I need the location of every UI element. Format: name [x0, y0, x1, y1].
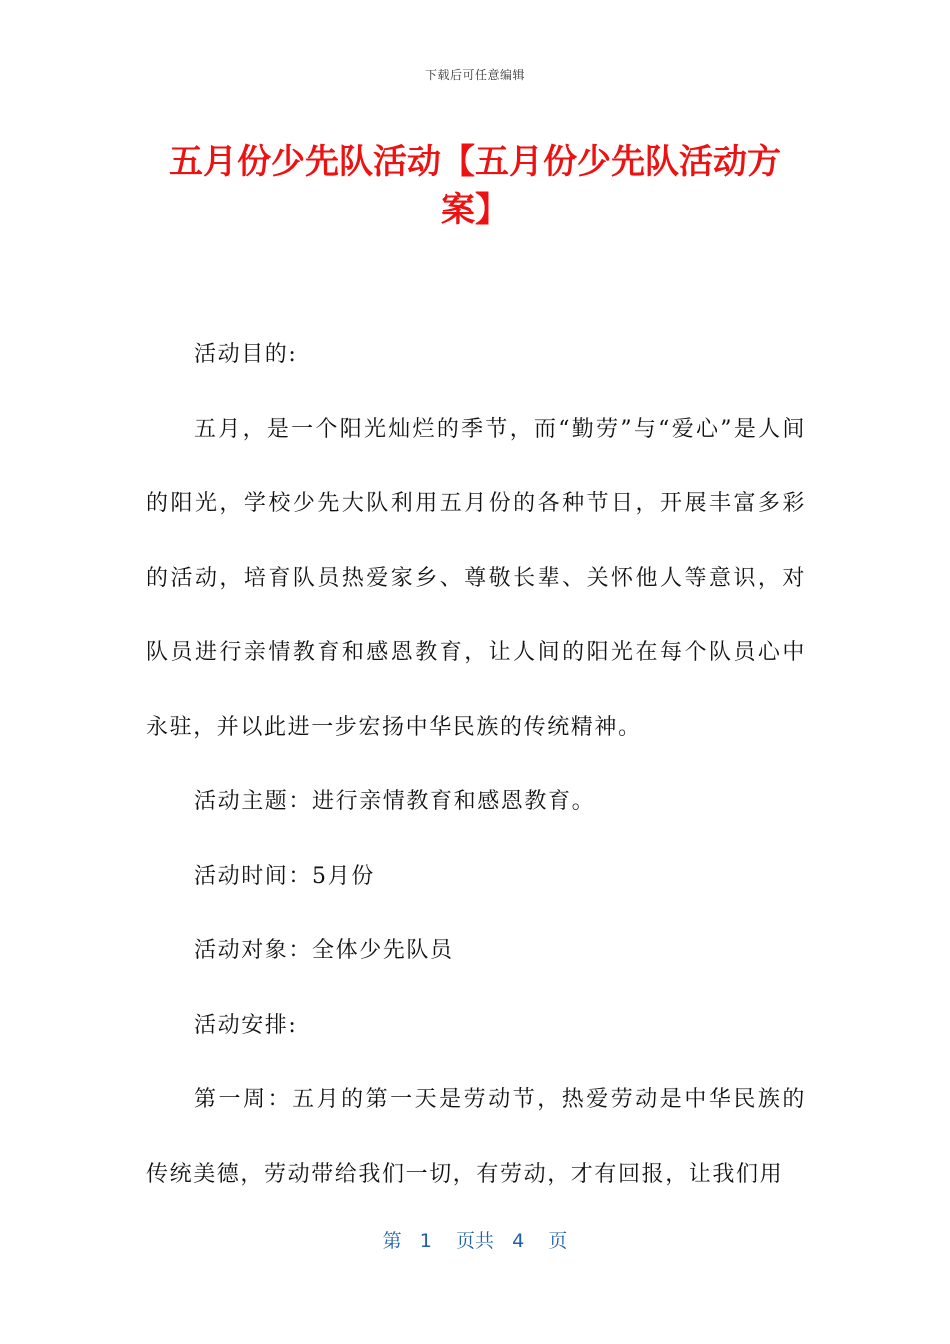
current-page-number: 1 — [419, 1230, 432, 1252]
document-title: 五月份少先队活动【五月份少先队活动方案】 — [169, 142, 781, 230]
paragraph-audience: 活动对象：全体少先队员 — [194, 938, 454, 963]
paragraph-purpose: 五月，是一个阳光灿烂的季节，而“勤劳”与“爱心”是人间的阳光，学校少先大队利用五月份的各种节日，开展丰富多彩的活动，培育队员热爱家乡、尊敬长辈、关怀他人等意识，对队员进行亲情教育和感恩教育，让人间的阳光在每个队员心中永驻，并以此进一步宏扬中华民族的传统精神。 — [146, 416, 806, 740]
page-label-middle: 页共 — [455, 1230, 494, 1252]
paragraph-arrangement-heading: 活动安排: — [194, 1012, 298, 1038]
paragraph-purpose-heading: 活动目的: — [194, 342, 298, 367]
page-number-footer — [0, 1226, 950, 1253]
document-body — [146, 318, 806, 1212]
paragraph-week-one: 第一周：五月的第一天是劳动节，热爱劳动是中华民族的传统美德，劳动带给我们一切，有劳动，才有回报，让我们用 — [146, 1087, 806, 1187]
page-label-suffix: 页 — [548, 1230, 568, 1252]
page-header-note: 下载后可任意编辑 — [424, 68, 525, 82]
paragraph-time: 活动时间：5月份 — [194, 863, 375, 889]
page-label-prefix: 第 — [382, 1230, 402, 1252]
paragraph-theme: 活动主题：进行亲情教育和感恩教育。 — [194, 789, 596, 814]
total-pages-number: 4 — [512, 1230, 525, 1252]
